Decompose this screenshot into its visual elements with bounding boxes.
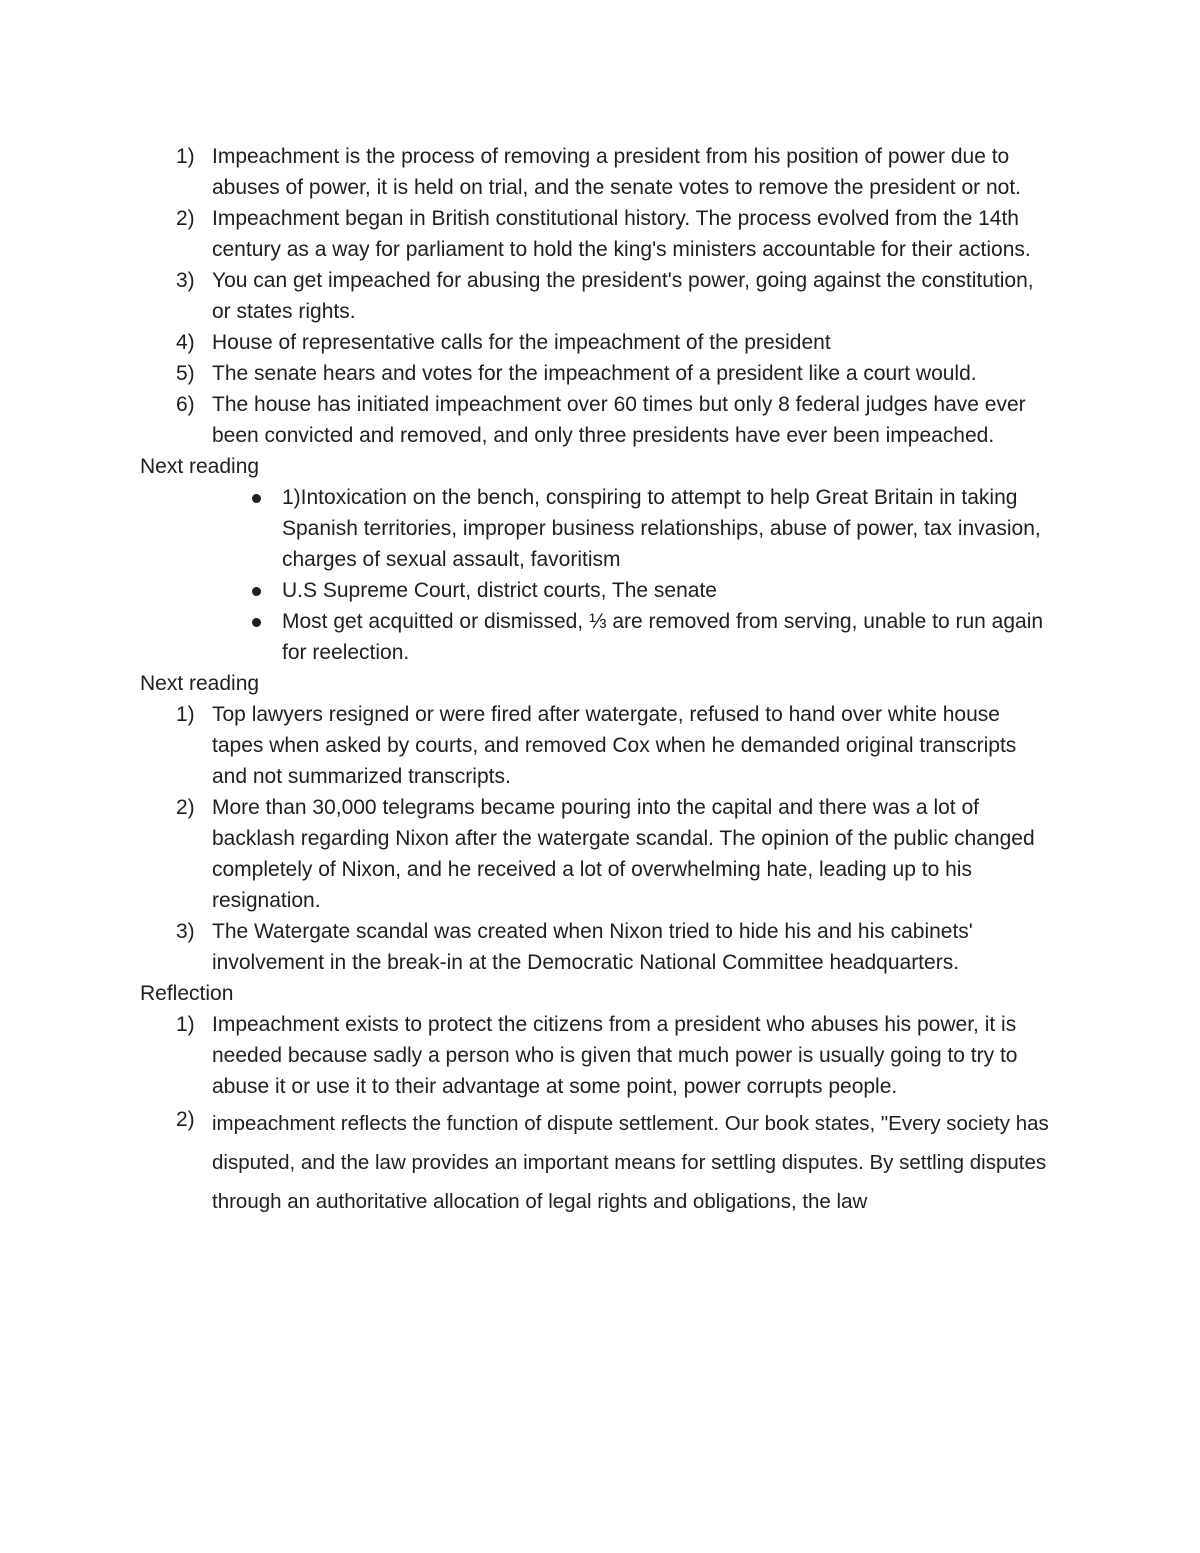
list-item	[140, 389, 1057, 451]
list-number: 2)	[176, 207, 195, 230]
list-item-text: Top lawyers resigned or were fired after watergate, refused to hand over white house tapes when asked by courts, and removed Cox when he demanded original transcripts and not summarized transcripts.	[212, 703, 1017, 788]
list-number: 4)	[176, 331, 195, 354]
bullet-icon	[252, 494, 261, 503]
list-item-text: House of representative calls for the impeachment of the president	[212, 331, 831, 354]
list-number: 3)	[176, 269, 195, 292]
list-item	[140, 358, 1057, 389]
list-item-text: The senate hears and votes for the impeachment of a president like a court would.	[212, 362, 977, 385]
bullet-text: Most get acquitted or dismissed, ⅓ are removed from serving, unable to run again for reelection.	[282, 610, 1044, 664]
list-item	[140, 265, 1057, 327]
list-item-text: Impeachment is the process of removing a president from his position of power due to abuses of power, it is held on trial, and the senate votes to remove the president or not.	[212, 145, 1021, 199]
list-item-text: More than 30,000 telegrams became pouring into the capital and there was a lot of backlash regarding Nixon after the watergate scandal. The opinion of the public changed completely of Nixon, and he received a lot of overwhelming hate, leading up to his resignation.	[212, 796, 1035, 912]
list-number: 2)	[176, 796, 195, 819]
list-item-text: The house has initiated impeachment over 60 times but only 8 federal judges have ever been convicted and removed, and only three presidents have ever been impeached.	[212, 393, 1026, 447]
list-number: 1)	[176, 145, 195, 168]
list-item-text: The Watergate scandal was created when Nixon tried to hide his and his cabinets' involvement in the break-in at the Democratic National Committee headquarters.	[212, 920, 973, 974]
list-item-text: You can get impeached for abusing the president's power, going against the constitution, or states rights.	[212, 269, 1034, 323]
numbered-list	[140, 1009, 1080, 1221]
list-item	[140, 699, 1057, 792]
list-item	[140, 1009, 1057, 1102]
list-item-text: impeachment reflects the function of dispute settlement. Our book states, "Every society has disputed, and the law provides an important means for settling disputes. By settling disputes through an authoritative allocation of legal rights and obligations, the law	[212, 1112, 1049, 1213]
list-item	[140, 141, 1057, 203]
section-heading: Next reading	[140, 672, 260, 695]
bullet-item	[282, 606, 1047, 668]
list-number: 1)	[176, 1013, 195, 1036]
bullet-text: 1)Intoxication on the bench, conspiring to attempt to help Great Britain in taking Spanish territories, improper business relationships, abuse of power, tax invasion, charges of sexual assault, favoritism	[282, 486, 1041, 571]
list-item	[140, 916, 1057, 978]
list-number: 1)	[176, 703, 195, 726]
bullet-text: U.S Supreme Court, district courts, The senate	[282, 579, 717, 602]
numbered-list	[140, 141, 1080, 451]
bullet-item	[282, 575, 1047, 606]
section-1	[140, 141, 1080, 1221]
list-number: 3)	[176, 920, 195, 943]
list-item	[140, 792, 1057, 916]
bullet-icon	[252, 587, 261, 596]
section-heading: Reflection	[140, 982, 234, 1005]
list-number: 6)	[176, 393, 195, 416]
list-number: 2)	[176, 1108, 195, 1131]
list-item-text: Impeachment exists to protect the citizens from a president who abuses his power, it is needed because sadly a person who is given that much power is usually going to try to abuse it or use it to their advantage at some point, power corrupts people.	[212, 1013, 1018, 1098]
numbered-list	[140, 699, 1080, 978]
section-heading: Next reading	[140, 455, 260, 478]
bullet-list	[140, 482, 1080, 668]
bullet-item	[282, 482, 1047, 575]
bullet-icon	[252, 618, 261, 627]
list-number: 5)	[176, 362, 195, 385]
list-item	[140, 203, 1057, 265]
list-item-text: Impeachment began in British constitutional history. The process evolved from the 14th century as a way for parliament to hold the king's ministers accountable for their actions.	[212, 207, 1031, 261]
list-item	[140, 327, 1057, 358]
list-item	[140, 1104, 1057, 1221]
